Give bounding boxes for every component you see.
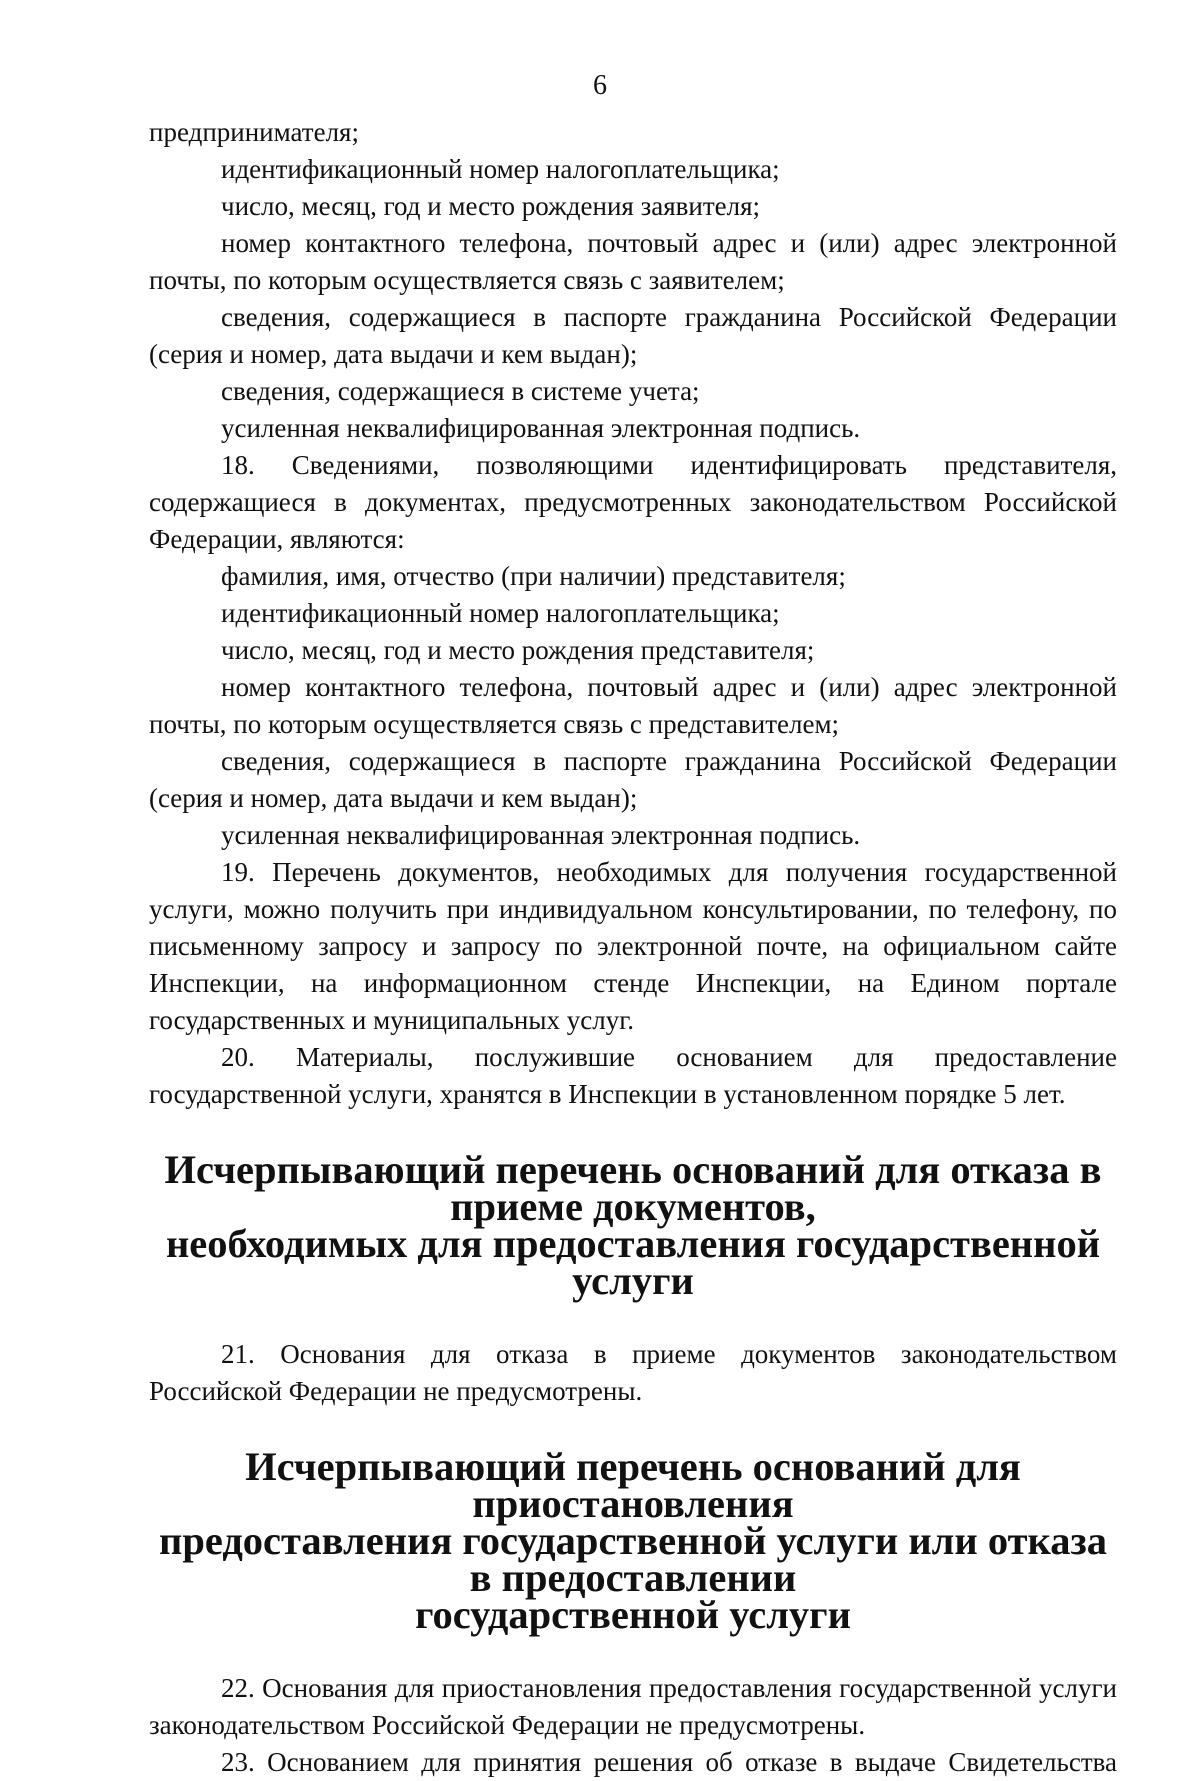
list-item-passport: сведения, содержащиеся в паспорте гражданина Российской Федерации (серия и номер, дата выдачи и кем выдан); <box>149 302 1117 369</box>
list-item-fio: фамилия, имя, отчество (при наличии) представителя; <box>221 561 846 591</box>
paragraph-20: 20. Материалы, послужившие основанием для предоставление государственной услуги, хранятся в Инспекции в установленном порядке 5 лет. <box>149 1042 1117 1109</box>
list-item-passport-rep: сведения, содержащиеся в паспорте гражданина Российской Федерации (серия и номер, дата выдачи и кем выдан); <box>149 746 1117 813</box>
paragraph-22: 22. Основания для приостановления предоставления государственной услуги законодательством Российской Федерации не предусмотрены. <box>149 1673 1117 1740</box>
list-item-contacts-rep: номер контактного телефона, почтовый адрес и (или) адрес электронной почты, по которым осуществляется связь с представителем; <box>149 672 1117 739</box>
paragraph-21: 21. Основания для отказа в приеме документов законодательством Российской Федерации не предусмотрены. <box>149 1339 1117 1406</box>
paragraph-continuation: предпринимателя; <box>149 117 359 147</box>
section-heading-refusal-acceptance <box>149 1147 1117 1303</box>
page-number: 6 <box>593 70 607 101</box>
paragraph-18: 18. Сведениями, позволяющими идентифицировать представителя, содержащиеся в документах, предусмотренных законодательством Российской Федерации, являются: <box>149 450 1117 554</box>
list-item-birth-rep: число, месяц, год и место рождения представителя; <box>221 635 815 665</box>
heading-line: государственной услуги <box>415 1592 851 1637</box>
heading-line: Исчерпывающий перечень оснований для приостановления <box>245 1444 1021 1526</box>
document-body <box>149 114 1117 1781</box>
heading-line: предоставления государственной услуги или отказа в предоставлении <box>159 1518 1107 1600</box>
list-item-inn-rep: идентификационный номер налогоплательщика; <box>221 598 780 628</box>
paragraph-19: 19. Перечень документов, необходимых для получения государственной услуги, можно получить при индивидуальном консультировании, по телефону, по письменному запросу и запросу по электронной почте, на официальном сайте Инспекции, на информационном стенде Инспекции, на Едином портале государственных и муниципальных услуг. <box>149 857 1117 1035</box>
section-heading-suspension-refusal <box>149 1444 1117 1637</box>
heading-line: необходимых для предоставления государственной услуги <box>165 1221 1101 1303</box>
list-item-signature: усиленная неквалифицированная электронная подпись. <box>221 413 861 443</box>
list-item-birth: число, месяц, год и место рождения заявителя; <box>221 191 761 221</box>
heading-line: Исчерпывающий перечень оснований для отказа в приеме документов, <box>164 1147 1102 1229</box>
list-item-accounting: сведения, содержащиеся в системе учета; <box>221 376 700 406</box>
paragraph-23: 23. Основанием для принятия решения об отказе в выдаче Свидетельства <box>221 1747 1117 1777</box>
list-item-inn: идентификационный номер налогоплательщика; <box>221 154 780 184</box>
list-item-signature-rep: усиленная неквалифицированная электронная подпись. <box>221 820 861 850</box>
list-item-contacts: номер контактного телефона, почтовый адрес и (или) адрес электронной почты, по которым осуществляется связь с заявителем; <box>149 228 1117 295</box>
